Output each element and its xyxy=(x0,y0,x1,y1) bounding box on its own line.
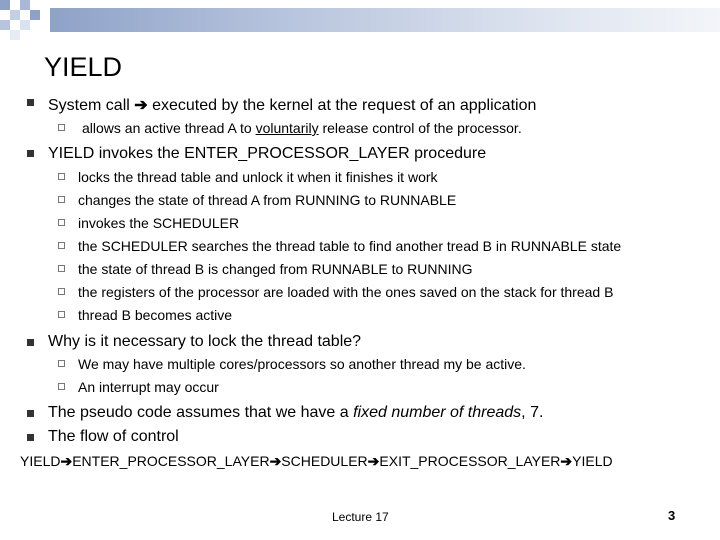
bullet-square-icon xyxy=(27,410,34,417)
bullet-system-call: System call ➔ executed by the kernel at the request of an application xyxy=(48,97,537,114)
right-arrow-icon: ➔ xyxy=(60,453,73,469)
bullet-square-icon xyxy=(27,339,34,346)
flow-line: YIELD➔ENTER_PROCESSOR_LAYER➔SCHEDULER➔EXIT_PROCESSOR_LAYER➔YIELD xyxy=(20,453,613,469)
page-number: 3 xyxy=(668,508,676,523)
header-checker-decoration xyxy=(0,0,50,40)
sub-bullet-box-icon xyxy=(58,383,65,390)
right-arrow-icon: ➔ xyxy=(367,453,380,469)
right-arrow-icon: ➔ xyxy=(269,453,282,469)
sub-bullet-item: locks the thread table and unlock it when it finishes it work xyxy=(78,169,438,185)
bullet-yield-invokes: YIELD invokes the ENTER_PROCESSOR_LAYER procedure xyxy=(48,145,487,162)
footer-lecture: Lecture 17 xyxy=(332,510,389,524)
slide-title: YIELD xyxy=(44,52,123,82)
sub-bullet-item: the registers of the processor are loaded with the ones saved on the stack for thread B xyxy=(78,284,614,300)
sub-bullet-box-icon xyxy=(58,196,65,203)
sub-bullet-item: invokes the SCHEDULER xyxy=(78,215,240,231)
sub-bullet-item: the SCHEDULER searches the thread table to find another tread B in RUNNABLE state xyxy=(78,238,622,254)
right-arrow-icon: ➔ xyxy=(560,453,573,469)
sub-bullet-box-icon xyxy=(58,311,65,318)
sub-bullet-box-icon xyxy=(58,242,65,249)
bullet-flow-of-control: The flow of control xyxy=(48,428,179,445)
bullet-square-icon xyxy=(27,99,34,106)
bullet-why-lock: Why is it necessary to lock the thread table? xyxy=(48,333,362,350)
right-arrow-icon: ➔ xyxy=(134,97,148,114)
sub-bullet-item: changes the state of thread A from RUNNING to RUNNABLE xyxy=(78,192,457,208)
bullet-square-icon xyxy=(27,150,34,157)
sub-bullet-item: thread B becomes active xyxy=(78,307,233,323)
sub-bullet-box-icon xyxy=(58,265,65,272)
sub-bullet-box-icon xyxy=(58,288,65,295)
sub-bullet-item: We may have multiple cores/processors so another thread my be active. xyxy=(78,356,526,372)
sub-bullet-item: the state of thread B is changed from RUNNABLE to RUNNING xyxy=(78,261,473,277)
sub-bullet-box-icon xyxy=(58,173,65,180)
sub-bullet-item: An interrupt may occur xyxy=(78,379,219,395)
sub-bullet-box-icon xyxy=(58,360,65,367)
bullet-pseudo-code: The pseudo code assumes that we have a fixed number of threads, 7. xyxy=(48,404,544,421)
sub-bullet-box-icon xyxy=(58,219,65,226)
sub-bullet-voluntarily: allows an active thread A to voluntarily release control of the processor. xyxy=(82,120,522,136)
bullet-square-icon xyxy=(27,434,34,441)
sub-bullet-box-icon xyxy=(58,124,65,131)
header-gradient-bar xyxy=(50,8,720,32)
